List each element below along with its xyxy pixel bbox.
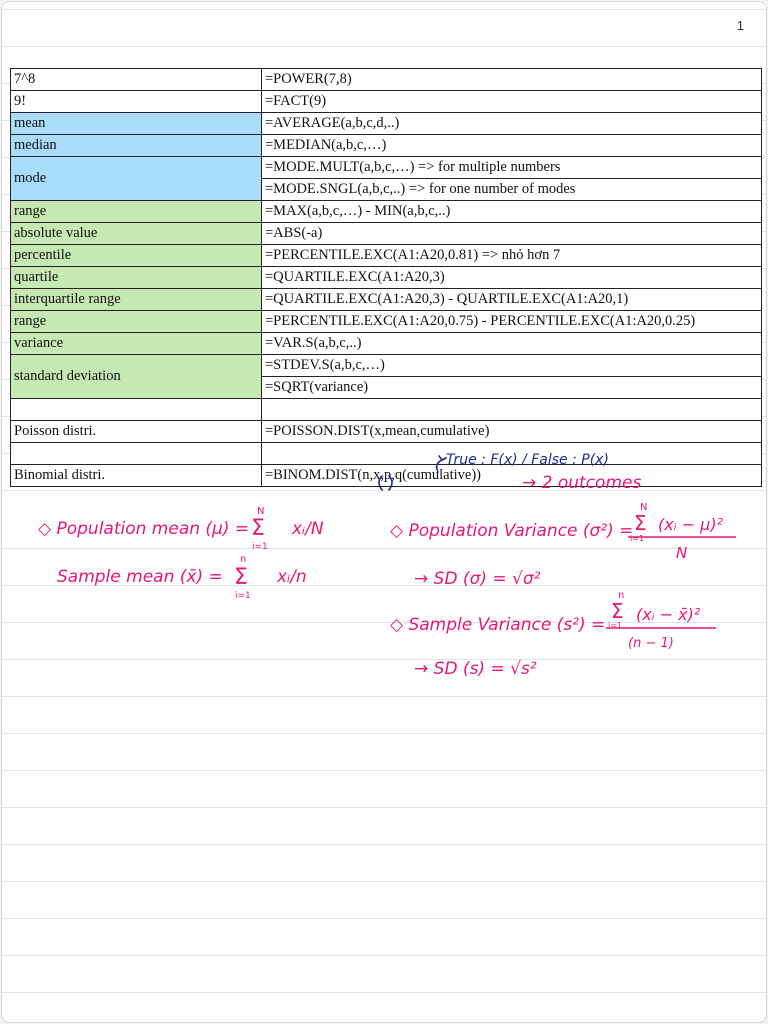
term-cell: quartile (11, 267, 262, 289)
term-cell: standard deviation (11, 355, 262, 399)
sample-variance-numerator: (xᵢ − x̄)² (636, 605, 701, 624)
table-row (11, 69, 762, 91)
formula-cell: =MODE.MULT(a,b,c,…) => for multiple numbers (262, 157, 762, 179)
population-variance-denominator: N (676, 544, 688, 562)
formula-cell: =AVERAGE(a,b,c,d,..) (262, 113, 762, 135)
table-row (11, 135, 762, 157)
note-page (1, 1, 767, 1023)
population-mean-expr: xᵢ/N (292, 519, 324, 539)
formula-cell: =STDEV.S(a,b,c,…) (262, 355, 762, 377)
table-row (11, 443, 762, 465)
sample-mean-sum-top: n (240, 554, 247, 565)
formula-cell: =POISSON.DIST(x,mean,cumulative) (262, 421, 762, 443)
outcomes-note: → 2 outcomes (522, 473, 642, 493)
term-cell: 9! (11, 91, 262, 113)
term-cell: median (11, 135, 262, 157)
population-variance-sigma-icon: Σ (634, 511, 647, 535)
formula-cell: =POWER(7,8) (262, 69, 762, 91)
sample-variance-denominator: (n − 1) (628, 636, 674, 651)
formula-cell: =PERCENTILE.EXC(A1:A20,0.75) - PERCENTILE.EXC(A1:A20,0.25) (262, 311, 762, 333)
sample-variance-sum-bottom: i=1 (608, 621, 623, 630)
population-sd: → SD (σ) = √σ² (414, 569, 541, 589)
table-row (11, 267, 762, 289)
term-cell: range (11, 311, 262, 333)
term-cell: mean (11, 113, 262, 135)
formula-cell: =SQRT(variance) (262, 377, 762, 399)
page-number: 1 (736, 18, 744, 33)
true-false-note: True : F(x) / False : P(x) (446, 452, 609, 468)
formula-cell: =MEDIAN(a,b,c,…) (262, 135, 762, 157)
formula-cell: =FACT(9) (262, 91, 762, 113)
table-row (11, 201, 762, 223)
term-cell: absolute value (11, 223, 262, 245)
population-mean-sigma-icon: Σ (251, 516, 265, 541)
term-cell (11, 443, 262, 465)
sample-mean-sum-bottom: i=1 (235, 591, 251, 601)
table-row (11, 113, 762, 135)
formula-cell: =PERCENTILE.EXC(A1:A20,0.81) => nhỏ hơn 7 (262, 245, 762, 267)
formula-cell: =QUARTILE.EXC(A1:A20,3) (262, 267, 762, 289)
sample-variance-sum-top: n (618, 590, 625, 601)
sample-mean-sigma-icon: Σ (234, 565, 248, 590)
sample-variance-sigma-icon: Σ (611, 599, 624, 623)
table-row (11, 157, 762, 179)
population-variance-numerator: (xᵢ − μ)² (658, 515, 723, 534)
sample-sd: → SD (s) = √s² (414, 659, 537, 679)
term-cell: interquartile range (11, 289, 262, 311)
table-row (11, 289, 762, 311)
term-cell: Binomial distri. (11, 465, 262, 487)
term-cell (11, 399, 262, 421)
population-mean-sum-bottom: i=1 (252, 542, 268, 552)
formula-table (10, 68, 762, 487)
term-cell: mode (11, 157, 262, 201)
formula-cell: =MODE.SNGL(a,b,c,..) => for one number of modes (262, 179, 762, 201)
term-cell: range (11, 201, 262, 223)
sample-variance-label: ◇ Sample Variance (s²) = (390, 615, 606, 635)
sample-mean-expr: xᵢ/n (277, 567, 307, 587)
formula-cell: =QUARTILE.EXC(A1:A20,3) - QUARTILE.EXC(A1:A20,1) (262, 289, 762, 311)
formula-cell: =ABS(-a) (262, 223, 762, 245)
formula-cell (262, 443, 762, 465)
formula-cell: =VAR.S(a,b,c,..) (262, 333, 762, 355)
term-cell: percentile (11, 245, 262, 267)
population-variance-sum-top: N (640, 502, 648, 513)
table-row (11, 311, 762, 333)
term-cell: variance (11, 333, 262, 355)
formula-cell (262, 399, 762, 421)
population-mean-label: ◇ Population mean (μ) = (38, 519, 250, 539)
term-cell: Poisson distri. (11, 421, 262, 443)
formula-cell: =MAX(a,b,c,…) - MIN(a,b,c,..) (262, 201, 762, 223)
table-row (11, 399, 762, 421)
table-row (11, 355, 762, 377)
table-row (11, 223, 762, 245)
population-variance-label: ◇ Population Variance (σ²) = (390, 521, 634, 541)
table-row (11, 333, 762, 355)
population-mean-sum-top: N (257, 506, 265, 517)
sample-mean-label: Sample mean (x̄) = (57, 567, 223, 587)
table-row (11, 465, 762, 487)
table-row (11, 245, 762, 267)
table-row (11, 91, 762, 113)
population-variance-sum-bottom: i=1 (630, 534, 645, 543)
term-cell: 7^8 (11, 69, 262, 91)
table-row (11, 421, 762, 443)
formula-cell: =BINOM.DIST(n,x,p,q(cumulative)) (262, 465, 762, 487)
